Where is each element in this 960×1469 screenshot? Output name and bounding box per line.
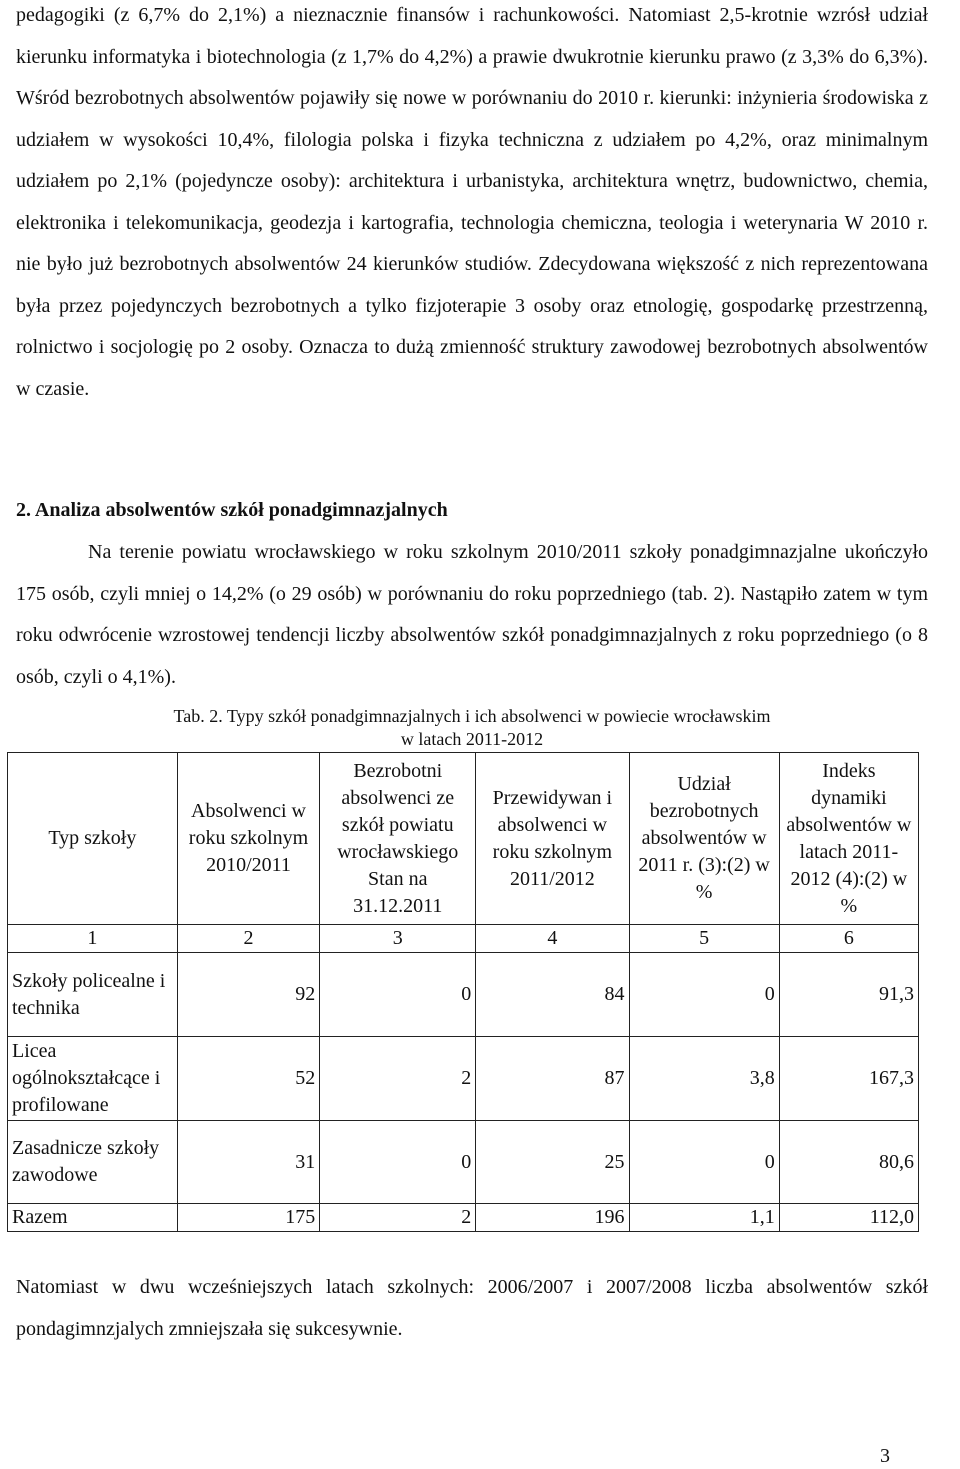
table-cell: 2 xyxy=(320,1037,476,1121)
school-type-cell: Zasadnicze szkoły zawodowe xyxy=(8,1121,178,1204)
table-header-row xyxy=(8,753,919,925)
school-type-cell: Razem xyxy=(8,1204,178,1232)
table-cell: 31 xyxy=(177,1121,320,1204)
table-cell: 52 xyxy=(177,1037,320,1121)
table-row xyxy=(8,1121,919,1204)
column-number: 2 xyxy=(177,925,320,953)
column-number-row xyxy=(8,925,919,953)
table-cell: 175 xyxy=(177,1204,320,1232)
table-cell: 0 xyxy=(320,1121,476,1204)
table-cell: 167,3 xyxy=(779,1037,918,1121)
table-cell: 92 xyxy=(177,953,320,1037)
table-cell: 84 xyxy=(476,953,629,1037)
body-paragraph-2: Na terenie powiatu wrocławskiego w roku szkolnym 2010/2011 szkoły ponadgimnazjalne ukończyło 175 osób, czyli mniej o 14,2% (o 29 osób) w porównaniu do roku poprzedniego (tab. 2). Nastąpiło zatem w tym roku odwrócenie wzrostowej tendencji liczby absolwentów szkół ponadgimnazjalnych z roku poprzedniego (o 8 osób, czyli o 4,1%). xyxy=(16,541,928,688)
column-number: 5 xyxy=(629,925,779,953)
table-cell: 91,3 xyxy=(779,953,918,1037)
column-number: 1 xyxy=(8,925,178,953)
table-cell: 112,0 xyxy=(779,1204,918,1232)
header-cell: Bezrobotni absolwenci ze szkół powiatu wrocławskiego Stan na 31.12.2011 xyxy=(320,753,476,925)
school-types-table xyxy=(7,752,919,1232)
table-cell: 0 xyxy=(320,953,476,1037)
table-cell: 80,6 xyxy=(779,1121,918,1204)
school-type-cell: Szkoły policealne i technika xyxy=(8,953,178,1037)
table-cell: 2 xyxy=(320,1204,476,1232)
header-cell: Typ szkoły xyxy=(8,753,178,925)
header-cell: Absolwenci w roku szkolnym 2010/2011 xyxy=(177,753,320,925)
table-caption: Tab. 2. Typy szkół ponadgimnazjalnych i ich absolwenci w powiecie wrocławskim xyxy=(173,706,771,726)
table-row xyxy=(8,953,919,1037)
table-total-row xyxy=(8,1204,919,1232)
table-row xyxy=(8,1037,919,1121)
column-number: 4 xyxy=(476,925,629,953)
body-paragraph-3: Natomiast w dwu wcześniejszych latach szkolnych: 2006/2007 i 2007/2008 liczba absolwentów szkół pondagimnzjalych zmniejszała się sukcesywnie. xyxy=(16,1276,928,1340)
school-type-cell: Licea ogólnokształcące i profilowane xyxy=(8,1037,178,1121)
table-cell: 0 xyxy=(629,953,779,1037)
column-number: 6 xyxy=(779,925,918,953)
table-cell: 196 xyxy=(476,1204,629,1232)
table-cell: 3,8 xyxy=(629,1037,779,1121)
body-paragraph-1: pedagogiki (z 6,7% do 2,1%) a nieznacznie finansów i rachunkowości. Natomiast 2,5-krotnie wzrósł udział kierunku informatyka i biotechnologia (z 1,7% do 4,2%) a prawie dwukrotnie kierunku prawo (z 3,3% do 6,3%). Wśród bezrobotnych absolwentów pojawiły się nowe w porównaniu do 2010 r. kierunki: inżynieria środowiska z udziałem w wysokości 10,4%, filologia polska i fizyka techniczna z udziałem po 4,2%, oraz minimalnym udziałem po 2,1% (pojedyncze osoby): architektura i urbanistyka, architektura wnętrz, budownictwo, chemia, elektronika i telekomunikacja, geodezja i kartografia, technologia chemiczna, teologia i weterynaria W 2010 r. nie było już bezrobotnych absolwentów 24 kierunków studiów. Zdecydowana większość z nich reprezentowana była przez pojedynczych bezrobotnych a tylko fizjoterapie 3 osoby oraz etnologię, gospodarkę przestrzenną, rolnictwo i socjologię po 2 osoby. Oznacza to dużą zmienność struktury zawodowej bezrobotnych absolwentów w czasie. xyxy=(16,4,928,400)
table-caption-years: w latach 2011-2012 xyxy=(400,729,544,749)
column-number: 3 xyxy=(320,925,476,953)
page-number: 3 xyxy=(880,1445,890,1467)
table-cell: 87 xyxy=(476,1037,629,1121)
table-cell: 0 xyxy=(629,1121,779,1204)
table-cell: 25 xyxy=(476,1121,629,1204)
table-cell: 1,1 xyxy=(629,1204,779,1232)
header-cell: Przewidywan i absolwenci w roku szkolnym 2011/2012 xyxy=(476,753,629,925)
header-cell: Indeks dynamiki absolwentów w latach 2011-2012 (4):(2) w % xyxy=(779,753,918,925)
section-heading: 2. Analiza absolwentów szkół ponadgimnazjalnych xyxy=(16,499,448,521)
header-cell: Udział bezrobotnych absolwentów w 2011 r. (3):(2) w % xyxy=(629,753,779,925)
